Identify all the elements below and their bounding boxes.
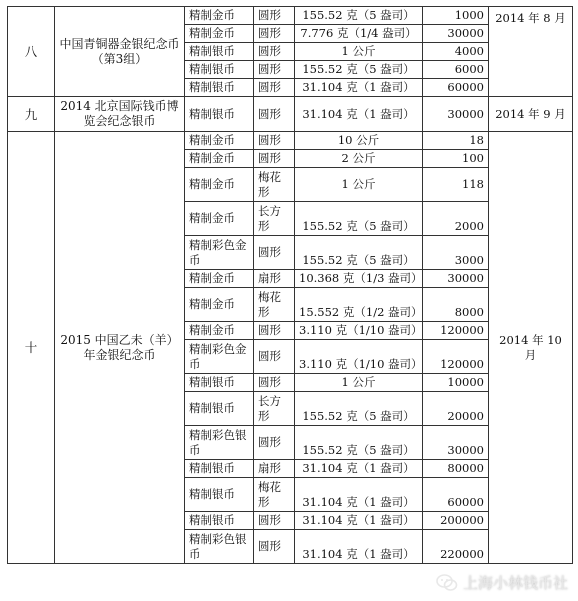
material-cell: 精制金币 <box>185 150 254 168</box>
shape-cell: 圆形 <box>254 374 295 392</box>
weight-cell: 155.52 克（5 盎司） <box>295 426 423 460</box>
weight-cell: 31.104 克（1 盎司） <box>295 79 423 97</box>
quantity-cell: 30000 <box>423 270 489 288</box>
quantity-cell: 18 <box>423 132 489 150</box>
material-cell: 精制银币 <box>185 79 254 97</box>
weight-cell: 7.776 克（1/4 盎司） <box>295 25 423 43</box>
weight-cell: 3.110 克（1/10 盎司） <box>295 340 423 374</box>
material-cell: 精制银币 <box>185 97 254 132</box>
quantity-cell: 20000 <box>423 392 489 426</box>
material-cell: 精制彩色银币 <box>185 426 254 460</box>
quantity-cell: 6000 <box>423 61 489 79</box>
shape-cell: 圆形 <box>254 426 295 460</box>
shape-cell: 圆形 <box>254 7 295 25</box>
quantity-cell: 120000 <box>423 322 489 340</box>
quantity-cell: 1000 <box>423 7 489 25</box>
quantity-cell: 2000 <box>423 202 489 236</box>
shape-cell: 圆形 <box>254 340 295 374</box>
shape-cell: 圆形 <box>254 530 295 564</box>
material-cell: 精制彩色金币 <box>185 340 254 374</box>
weight-cell: 155.52 克（5 盎司） <box>295 202 423 236</box>
weight-cell: 10.368 克（1/3 盎司） <box>295 270 423 288</box>
material-cell: 精制银币 <box>185 374 254 392</box>
quantity-cell: 220000 <box>423 530 489 564</box>
table-row <box>8 97 573 132</box>
weight-cell: 31.104 克（1 盎司） <box>295 460 423 478</box>
weight-cell: 31.104 克（1 盎司） <box>295 478 423 512</box>
shape-cell: 长方形 <box>254 392 295 426</box>
quantity-cell: 100 <box>423 150 489 168</box>
shape-cell: 梅花形 <box>254 288 295 322</box>
quantity-cell: 3000 <box>423 236 489 270</box>
weight-cell: 155.52 克（5 盎司） <box>295 7 423 25</box>
shape-cell: 圆形 <box>254 97 295 132</box>
shape-cell: 扇形 <box>254 270 295 288</box>
material-cell: 精制金币 <box>185 202 254 236</box>
weight-cell: 15.552 克（1/2 盎司） <box>295 288 423 322</box>
shape-cell: 扇形 <box>254 460 295 478</box>
table-row <box>8 132 573 150</box>
material-cell: 精制彩色银币 <box>185 530 254 564</box>
material-cell: 精制彩色金币 <box>185 236 254 270</box>
quantity-cell: 30000 <box>423 97 489 132</box>
watermark-text: 上海小林钱币社 <box>462 574 568 592</box>
material-cell: 精制银币 <box>185 61 254 79</box>
coin-series-name: 2014 北京国际钱币博览会纪念银币 <box>55 97 185 132</box>
weight-cell: 31.104 克（1 盎司） <box>295 97 423 132</box>
material-cell: 精制金币 <box>185 288 254 322</box>
quantity-cell: 200000 <box>423 512 489 530</box>
quantity-cell: 60000 <box>423 79 489 97</box>
material-cell: 精制金币 <box>185 7 254 25</box>
material-cell: 精制银币 <box>185 460 254 478</box>
weight-cell: 155.52 克（5 盎司） <box>295 61 423 79</box>
material-cell: 精制金币 <box>185 270 254 288</box>
shape-cell: 梅花形 <box>254 168 295 202</box>
issue-date: 2014 年 8 月 <box>489 7 573 97</box>
material-cell: 精制金币 <box>185 25 254 43</box>
shape-cell: 圆形 <box>254 150 295 168</box>
table-row <box>8 7 573 25</box>
shape-cell: 圆形 <box>254 79 295 97</box>
material-cell: 精制银币 <box>185 478 254 512</box>
weight-cell: 155.52 克（5 盎司） <box>295 392 423 426</box>
weight-cell: 31.104 克（1 盎司） <box>295 530 423 564</box>
shape-cell: 圆形 <box>254 512 295 530</box>
shape-cell: 圆形 <box>254 236 295 270</box>
weight-cell: 31.104 克（1 盎司） <box>295 512 423 530</box>
weight-cell: 2 公斤 <box>295 150 423 168</box>
group-index: 九 <box>8 97 55 132</box>
shape-cell: 圆形 <box>254 132 295 150</box>
material-cell: 精制银币 <box>185 512 254 530</box>
quantity-cell: 4000 <box>423 43 489 61</box>
weight-cell: 1 公斤 <box>295 43 423 61</box>
wechat-icon <box>436 574 458 592</box>
shape-cell: 圆形 <box>254 43 295 61</box>
weight-cell: 1 公斤 <box>295 374 423 392</box>
group-index: 十 <box>8 132 55 564</box>
weight-cell: 3.110 克（1/10 盎司） <box>295 322 423 340</box>
weight-cell: 155.52 克（5 盎司） <box>295 236 423 270</box>
material-cell: 精制金币 <box>185 322 254 340</box>
coin-issuance-table <box>7 6 573 564</box>
quantity-cell: 120000 <box>423 340 489 374</box>
quantity-cell: 118 <box>423 168 489 202</box>
material-cell: 精制金币 <box>185 168 254 202</box>
watermark <box>436 572 568 593</box>
quantity-cell: 10000 <box>423 374 489 392</box>
weight-cell: 10 公斤 <box>295 132 423 150</box>
weight-cell: 1 公斤 <box>295 168 423 202</box>
shape-cell: 圆形 <box>254 25 295 43</box>
quantity-cell: 80000 <box>423 460 489 478</box>
shape-cell: 圆形 <box>254 322 295 340</box>
quantity-cell: 8000 <box>423 288 489 322</box>
coin-series-name: 2015 中国乙未（羊）年金银纪念币 <box>55 132 185 564</box>
group-index: 八 <box>8 7 55 97</box>
quantity-cell: 60000 <box>423 478 489 512</box>
shape-cell: 圆形 <box>254 61 295 79</box>
shape-cell: 长方形 <box>254 202 295 236</box>
issue-date: 2014 年 10 月 <box>489 132 573 564</box>
material-cell: 精制银币 <box>185 392 254 426</box>
material-cell: 精制银币 <box>185 43 254 61</box>
issue-date: 2014 年 9 月 <box>489 97 573 132</box>
coin-series-name: 中国青铜器金银纪念币（第3组） <box>55 7 185 97</box>
quantity-cell: 30000 <box>423 426 489 460</box>
quantity-cell: 30000 <box>423 25 489 43</box>
shape-cell: 梅花形 <box>254 478 295 512</box>
material-cell: 精制金币 <box>185 132 254 150</box>
